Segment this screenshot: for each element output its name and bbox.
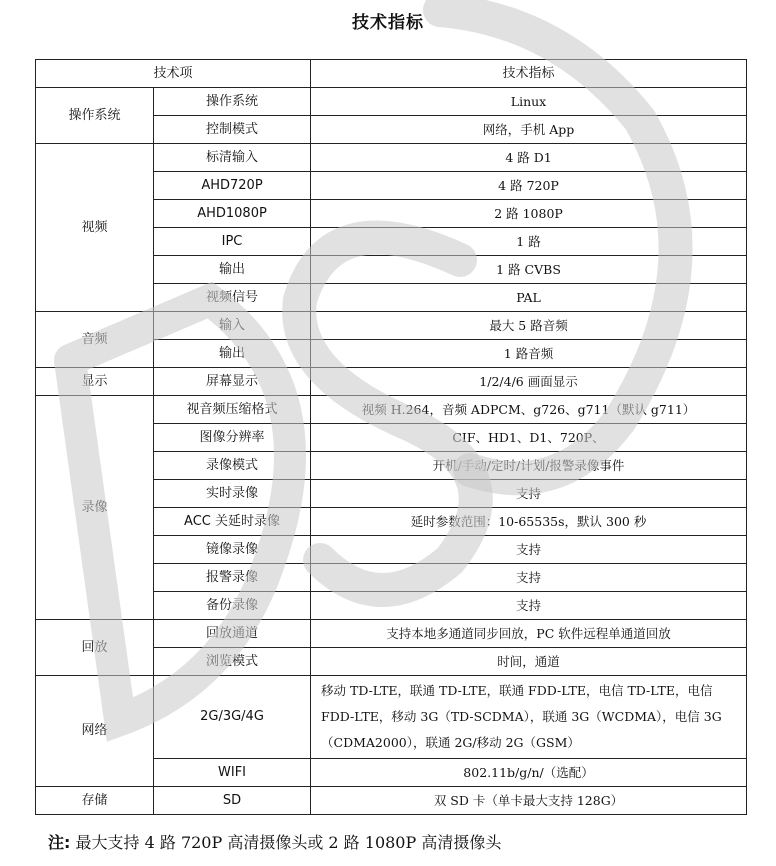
item-value: 1/2/4/6 画面显示 xyxy=(311,368,747,396)
item-value: 1 路音频 xyxy=(311,340,747,368)
document-title: 技术指标 xyxy=(352,13,424,33)
item-value: 支持 xyxy=(311,536,747,564)
item-value: 支持 xyxy=(311,480,747,508)
table-row xyxy=(36,676,747,759)
table-row xyxy=(36,88,747,116)
item-label: WIFI xyxy=(154,759,311,787)
item-value: 支持 xyxy=(311,564,747,592)
table-row xyxy=(36,144,747,172)
item-value: 支持本地多通道同步回放，PC 软件远程单通道回放 xyxy=(311,620,747,648)
item-label: 控制模式 xyxy=(154,116,311,144)
item-label: SD xyxy=(154,787,311,815)
item-label: 视频信号 xyxy=(154,284,311,312)
item-label: 图像分辨率 xyxy=(154,424,311,452)
table-header-row xyxy=(36,60,747,88)
item-label: 输出 xyxy=(154,340,311,368)
category-os: 操作系统 xyxy=(36,88,154,144)
category-playback: 回放 xyxy=(36,620,154,676)
table-row xyxy=(36,368,747,396)
item-label: 报警录像 xyxy=(154,564,311,592)
category-storage: 存储 xyxy=(36,787,154,815)
item-value: 1 路 CVBS xyxy=(311,256,747,284)
item-label: 视音频压缩格式 xyxy=(154,396,311,424)
item-value: 时间，通道 xyxy=(311,648,747,676)
table-row xyxy=(36,396,747,424)
item-label: 浏览模式 xyxy=(154,648,311,676)
item-label: 备份录像 xyxy=(154,592,311,620)
footnote-text: 最大支持 4 路 720P 高清摄像头或 2 路 1080P 高清摄像头 xyxy=(75,833,502,852)
item-label: 录像模式 xyxy=(154,452,311,480)
item-label: 操作系统 xyxy=(154,88,311,116)
item-label: 输入 xyxy=(154,312,311,340)
item-value: 视频 H.264，音频 ADPCM、g726、g711（默认 g711） xyxy=(311,396,747,424)
item-value: PAL xyxy=(311,284,747,312)
item-label: ACC 关延时录像 xyxy=(154,508,311,536)
category-network: 网络 xyxy=(36,676,154,787)
item-value: 4 路 720P xyxy=(311,172,747,200)
table-row xyxy=(36,620,747,648)
value-line: （CDMA2000），联通 2G/移动 2G（GSM） xyxy=(321,735,580,750)
category-record: 录像 xyxy=(36,396,154,620)
table-row xyxy=(36,312,747,340)
item-label: 镜像录像 xyxy=(154,536,311,564)
item-label: 输出 xyxy=(154,256,311,284)
item-value: 802.11b/g/n/（选配） xyxy=(311,759,747,787)
item-value: 2 路 1080P xyxy=(311,200,747,228)
item-value: 4 路 D1 xyxy=(311,144,747,172)
item-value: 最大 5 路音频 xyxy=(311,312,747,340)
item-value-multiline xyxy=(311,676,747,759)
item-label: 2G/3G/4G xyxy=(154,676,311,759)
value-line: FDD-LTE，移动 3G（TD-SCDMA），联通 3G（WCDMA），电信 3G xyxy=(321,709,722,724)
item-label: 实时录像 xyxy=(154,480,311,508)
item-value: 网络，手机 App xyxy=(311,116,747,144)
header-item: 技术项 xyxy=(36,60,311,88)
value-line: 移动 TD-LTE，联通 TD-LTE，联通 FDD-LTE，电信 TD-LTE，电信 xyxy=(321,683,713,698)
item-value: 双 SD 卡（单卡最大支持 128G） xyxy=(311,787,747,815)
table-row xyxy=(36,787,747,815)
footnote-prefix: 注: xyxy=(48,833,71,852)
item-label: 标清输入 xyxy=(154,144,311,172)
item-label: 回放通道 xyxy=(154,620,311,648)
item-label: IPC xyxy=(154,228,311,256)
item-value: 支持 xyxy=(311,592,747,620)
item-value: 1 路 xyxy=(311,228,747,256)
item-value: 延时参数范围：10-65535s，默认 300 秒 xyxy=(311,508,747,536)
item-label: AHD720P xyxy=(154,172,311,200)
category-display: 显示 xyxy=(36,368,154,396)
category-audio: 音频 xyxy=(36,312,154,368)
category-video: 视频 xyxy=(36,144,154,312)
header-spec: 技术指标 xyxy=(311,60,747,88)
item-value: CIF、HD1、D1、720P、 xyxy=(311,424,747,452)
footnote xyxy=(48,830,501,853)
spec-table xyxy=(35,59,747,815)
item-value: Linux xyxy=(311,88,747,116)
item-value: 开机/手动/定时/计划/报警录像事件 xyxy=(311,452,747,480)
item-label: AHD1080P xyxy=(154,200,311,228)
item-label: 屏幕显示 xyxy=(154,368,311,396)
